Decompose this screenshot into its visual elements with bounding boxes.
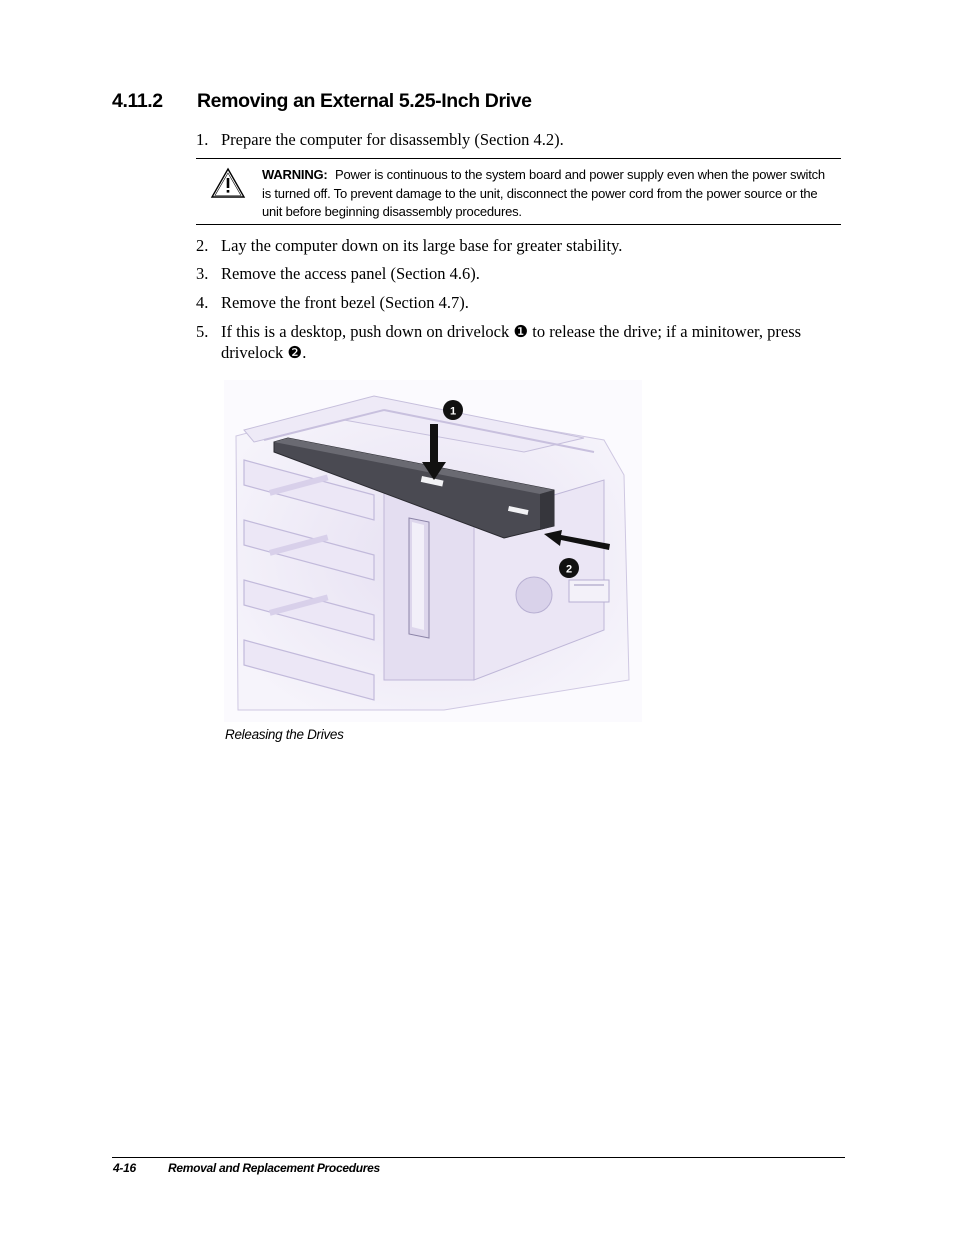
- warning-label: WARNING:: [262, 167, 328, 182]
- warning-text: Power is continuous to the system board and power supply even when the power switch is turned off. To prevent damage to the unit, disconnect the power cord from the power source or the unit before beginning disassembly procedures.: [262, 167, 825, 219]
- step-1: [196, 129, 836, 150]
- step-text: Remove the front bezel (Section 4.7).: [221, 293, 469, 312]
- callout-2: 2: [565, 563, 573, 576]
- section-number: 4.11.2: [112, 90, 163, 112]
- step-number: 5.: [196, 322, 209, 341]
- warning-bottom-rule: [196, 224, 841, 225]
- step-number: 2.: [196, 236, 209, 255]
- step-number: 1.: [196, 130, 209, 149]
- footer-rule: [112, 1157, 845, 1158]
- warning-top-rule: [196, 158, 841, 159]
- step-3: [196, 263, 836, 284]
- warning-triangle-icon: [210, 167, 246, 199]
- step-text: Remove the access panel (Section 4.6).: [221, 264, 480, 283]
- step-4: [196, 292, 836, 313]
- footer-chapter-title: Removal and Replacement Procedures: [168, 1161, 380, 1175]
- drive-release-illustration: [224, 380, 642, 722]
- callout-1: 1: [449, 405, 457, 418]
- section-heading: [112, 90, 532, 113]
- figure-caption: Releasing the Drives: [225, 727, 344, 742]
- step-text: If this is a desktop, push down on drivelock ❶ to release the drive; if a minitower, press drivelock ❷.: [221, 322, 802, 362]
- section-title: Removing an External 5.25-Inch Drive: [197, 90, 532, 112]
- step-text: Lay the computer down on its large base for greater stability.: [221, 236, 623, 255]
- step-5: [196, 321, 836, 363]
- warning-box: [262, 166, 827, 222]
- step-2: [196, 235, 836, 256]
- step-text: Prepare the computer for disassembly (Section 4.2).: [221, 130, 564, 149]
- step-number: 3.: [196, 264, 209, 283]
- step-number: 4.: [196, 293, 209, 312]
- footer-page-number: 4-16: [113, 1161, 136, 1175]
